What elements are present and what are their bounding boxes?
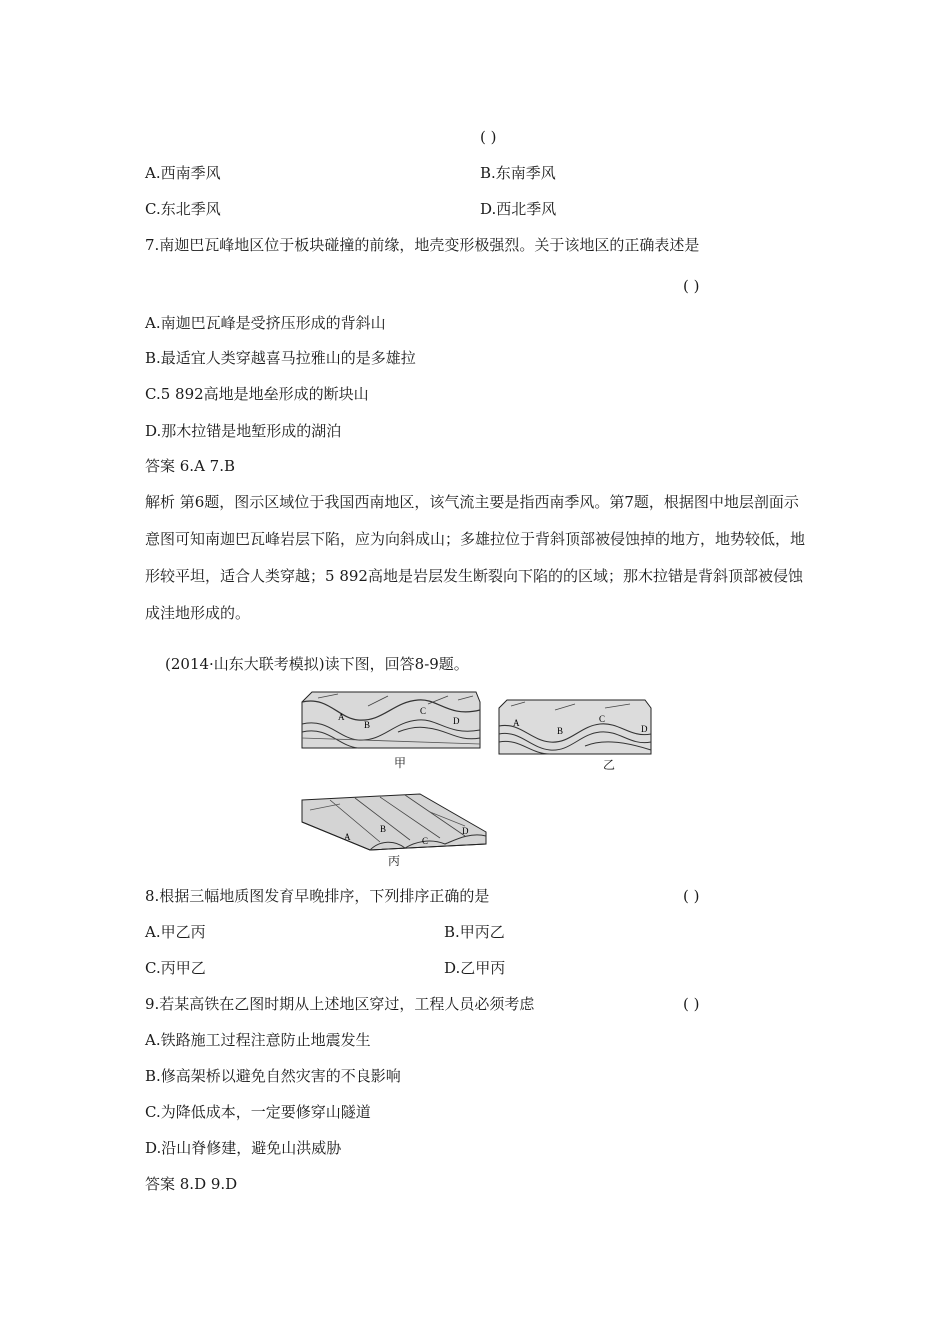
fig-jia-label-b: B xyxy=(364,720,371,730)
q8-option-b: B.甲丙乙 xyxy=(444,923,505,941)
q6-answer-bracket: ( ) xyxy=(480,128,497,146)
q9-option-d: D.沿山脊修建，避免山洪威胁 xyxy=(145,1139,342,1157)
answer-6-7: 答案 6.A 7.B xyxy=(145,457,236,475)
q6-option-a: A.西南季风 xyxy=(145,164,221,182)
fig-bing-label-a: A xyxy=(344,832,351,842)
q7-stem: 7.南迦巴瓦峰地区位于板块碰撞的前缘，地壳变形极强烈。关于该地区的正确表述是 xyxy=(145,236,700,254)
fig-yi-label-c: C xyxy=(599,714,606,724)
fig-jia-label-c: C xyxy=(420,706,427,716)
q6-option-c: C.东北季风 xyxy=(145,200,221,218)
q9-option-c: C.为降低成本，一定要修穿山隧道 xyxy=(145,1103,371,1121)
q6-option-b: B.东南季风 xyxy=(480,164,556,182)
q7-option-d: D.那木拉错是地堑形成的湖泊 xyxy=(145,422,342,440)
fig-yi-label-b: B xyxy=(557,726,564,736)
fig-yi-caption: 乙 xyxy=(603,758,616,772)
q8-answer-bracket: ( ) xyxy=(683,887,700,905)
q7-option-a: A.南迦巴瓦峰是受挤压形成的背斜山 xyxy=(145,314,386,332)
q8-option-d: D.乙甲丙 xyxy=(444,959,506,977)
fig-bing-label-c: C xyxy=(422,836,429,846)
fig-yi-label-a: A xyxy=(513,718,520,728)
q8-option-a: A.甲乙丙 xyxy=(145,923,206,941)
q9-option-a: A.铁路施工过程注意防止地震发生 xyxy=(145,1031,371,1049)
fold-block-diagram xyxy=(495,696,655,758)
q8-stem: 8.根据三幅地质图发育早晚排序，下列排序正确的是 xyxy=(145,887,490,905)
answer-8-9: 答案 8.D 9.D xyxy=(145,1175,238,1193)
fold-block-diagram xyxy=(300,792,490,852)
fig-jia-label-a: A xyxy=(338,712,345,722)
q9-answer-bracket: ( ) xyxy=(683,995,700,1013)
q7-answer-bracket: ( ) xyxy=(683,277,700,295)
q7-option-b: B.最适宜人类穿越喜马拉雅山的是多雄拉 xyxy=(145,349,416,367)
fold-block-diagram xyxy=(298,688,483,756)
analysis-paragraph: 解析 第6题，图示区域位于我国西南地区，该气流主要是指西南季风。第7题，根据图中地层剖面示意图可知南迦巴瓦峰岩层下陷，应为向斜成山；多雄拉位于背斜顶部被侵蚀掉的地方，地势较低，地形较平坦，适合人类穿越；5 892高地是岩层发生断裂向下陷的的区域；那木拉错是背斜顶部被侵蚀成洼地形成的。 xyxy=(145,493,806,622)
geology-figure-yi xyxy=(495,696,655,774)
fig-bing-caption: 丙 xyxy=(388,854,401,868)
fig-bing-label-d: D xyxy=(462,826,469,836)
fig-yi-label-d: D xyxy=(641,724,648,734)
geology-figure-jia xyxy=(298,688,483,768)
q9-option-b: B.修高架桥以避免自然灾害的不良影响 xyxy=(145,1067,401,1085)
q8-option-c: C.丙甲乙 xyxy=(145,959,206,977)
figure-intro: (2014·山东大联考模拟)读下图，回答8-9题。 xyxy=(165,655,469,673)
geology-figure-bing xyxy=(300,792,490,872)
q9-stem: 9.若某高铁在乙图时期从上述地区穿过，工程人员必须考虑 xyxy=(145,995,535,1013)
fig-jia-label-d: D xyxy=(453,716,460,726)
fig-jia-caption: 甲 xyxy=(394,756,407,770)
fig-bing-label-b: B xyxy=(380,824,387,834)
q6-option-d: D.西北季风 xyxy=(480,200,557,218)
q7-option-c: C.5 892高地是地垒形成的断块山 xyxy=(145,385,369,403)
